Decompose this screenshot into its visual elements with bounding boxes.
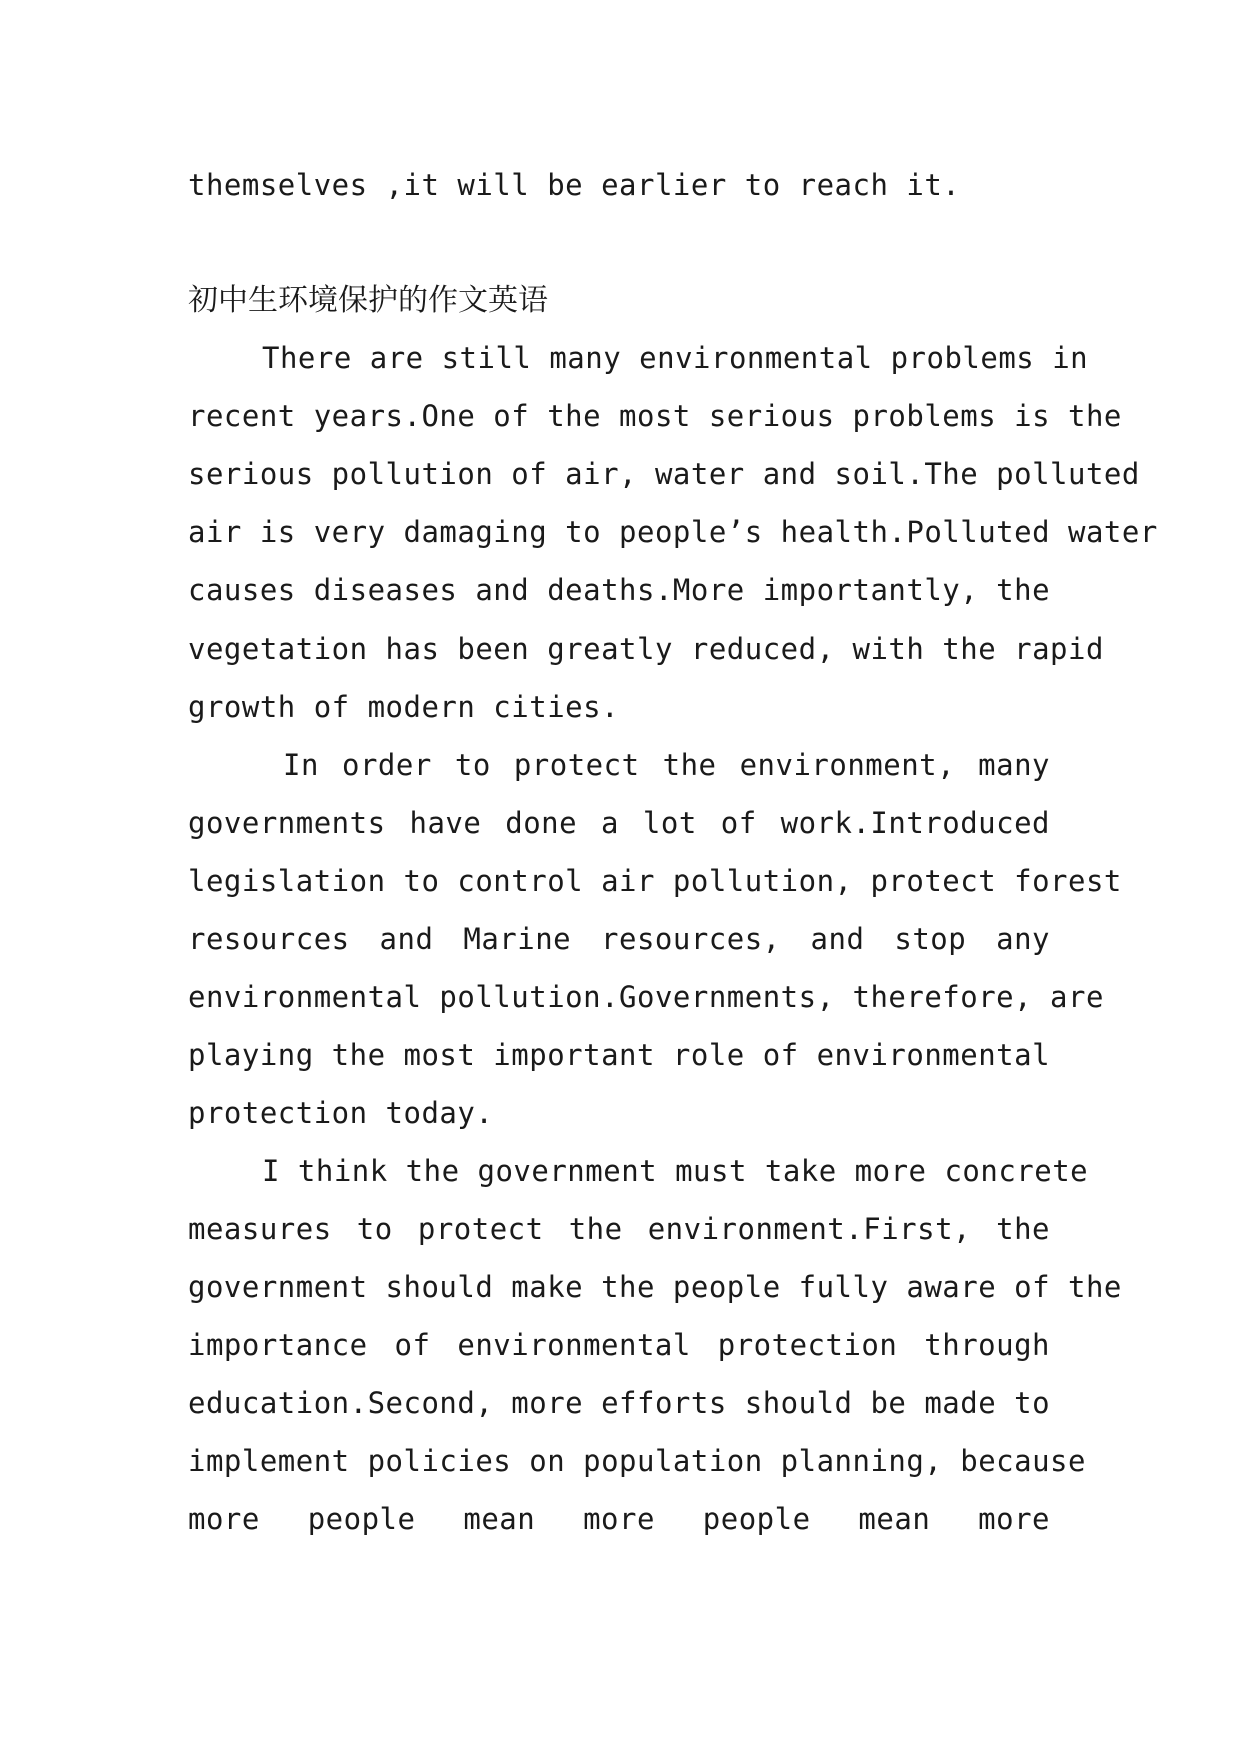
- paragraph-line: growth of modern cities.: [188, 690, 620, 724]
- paragraph-line: I think the government must take more concrete: [262, 1154, 1089, 1188]
- paragraph-line: causes diseases and deaths.More importantly, the: [188, 573, 1051, 607]
- paragraph-line: protection today.: [188, 1096, 494, 1130]
- paragraph-line: In order to protect the environment, many: [283, 748, 1050, 782]
- paragraph-line: measures to protect the environment.First, the: [188, 1212, 1050, 1246]
- paragraph-line: implement policies on population planning, because: [188, 1444, 1086, 1478]
- paragraph-line: education.Second, more efforts should be made to: [188, 1386, 1051, 1420]
- paragraph-line: resources and Marine resources, and stop any: [188, 922, 1050, 956]
- paragraph-line: environmental pollution.Governments, therefore, are: [188, 980, 1104, 1014]
- paragraph-line: recent years.One of the most serious problems is the: [188, 399, 1122, 433]
- paragraph-line: vegetation has been greatly reduced, with the rapid: [188, 632, 1104, 666]
- paragraph-line: legislation to control air pollution, protect forest: [188, 864, 1122, 898]
- paragraph-line: government should make the people fully aware of the: [188, 1270, 1122, 1304]
- essay-heading: 初中生环境保护的作文英语: [188, 283, 548, 318]
- paragraph-line: air is very damaging to people’s health.Polluted water: [188, 515, 1158, 549]
- paragraph-line: There are still many environmental problems in: [262, 341, 1089, 375]
- paragraph-line: governments have done a lot of work.Introduced: [188, 806, 1050, 840]
- previous-essay-tail: themselves ,it will be earlier to reach it.: [188, 168, 961, 202]
- paragraph-line: importance of environmental protection through: [188, 1328, 1050, 1362]
- paragraph-line: playing the most important role of environmental: [188, 1038, 1051, 1072]
- paragraph-line: more people mean more people mean more: [188, 1502, 1050, 1536]
- paragraph-line: serious pollution of air, water and soil.The polluted: [188, 457, 1140, 491]
